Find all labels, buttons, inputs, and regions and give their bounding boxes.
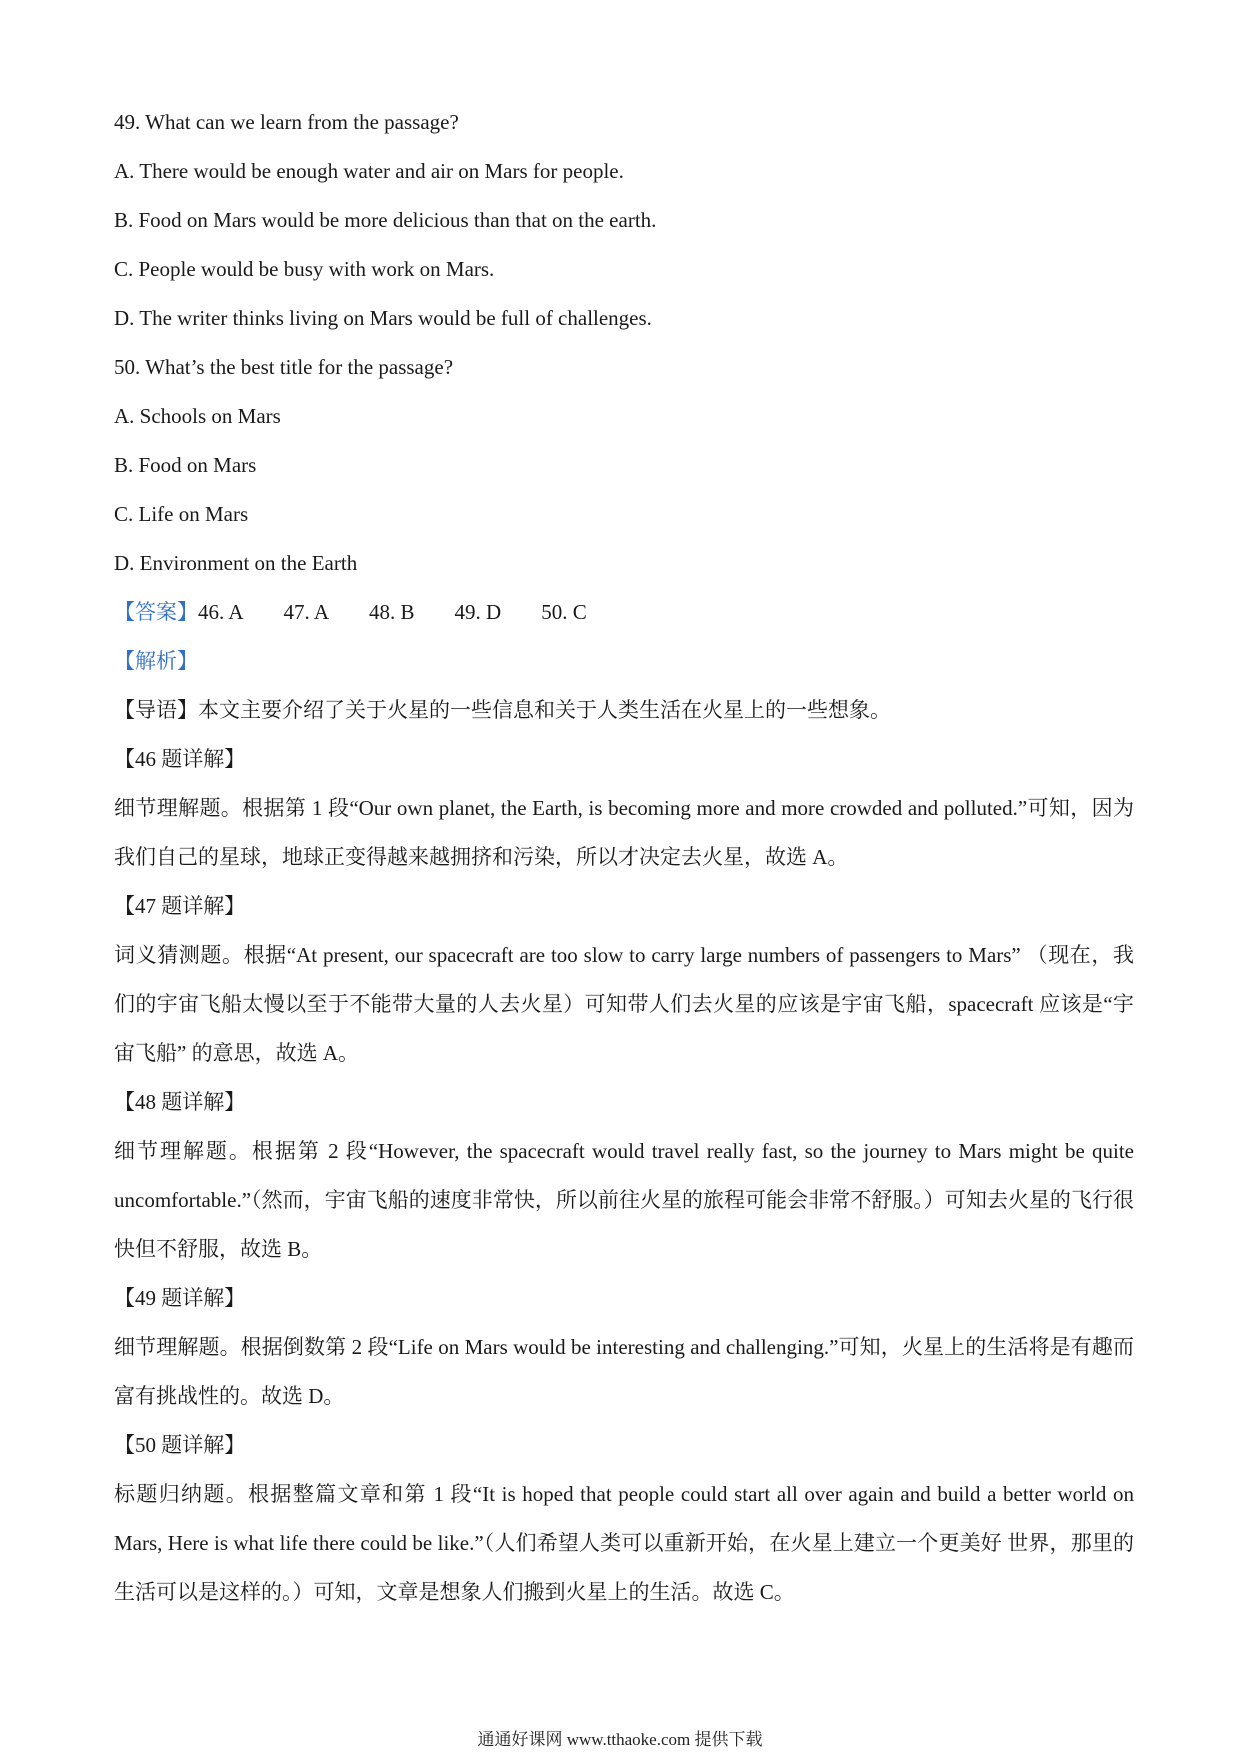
detail-49-text: 细节理解题。根据倒数第 2 段“Life on Mars would be interesting and challenging.”可知，火星上的生活将是有趣而富有挑战性的。故选 D。 — [114, 1335, 1134, 1408]
question-50-stem: 50. What’s the best title for the passage? — [114, 355, 454, 379]
question-50-option-a: A. Schools on Mars — [114, 404, 281, 428]
question-49-option-d: D. The writer thinks living on Mars would be full of challenges. — [114, 306, 652, 330]
detail-48-text: 细节理解题。根据第 2 段“However, the spacecraft would travel really fast, so the journey to Mars might be quite uncomfortable.”（然而，宇宙飞船的速度非常快，所以前往火星的旅程可能会非常不舒服。）可知去火星的飞行很快但不舒服，故选 B。 — [114, 1139, 1134, 1261]
question-49-option-b: B. Food on Mars would be more delicious than that on the earth. — [114, 208, 657, 232]
answer-item-47: 47. A — [283, 600, 330, 624]
answer-item-48: 48. B — [369, 600, 415, 624]
answer-label: 【答案】 — [114, 600, 198, 624]
question-49-stem: 49. What can we learn from the passage? — [114, 110, 459, 134]
page-footer: 通通好课网 www.tthaoke.com 提供下载 — [477, 1730, 763, 1749]
detail-49-heading: 【49 题详解】 — [114, 1286, 246, 1310]
question-49-option-a: A. There would be enough water and air on Mars for people. — [114, 159, 624, 183]
detail-46-heading: 【46 题详解】 — [114, 747, 246, 771]
detail-50-text: 标题归纳题。根据整篇文章和第 1 段“It is hoped that people could start all over again and build a better world on Mars, Here is what life there could be like.”（人们希望人类可以重新开始，在火星上建立一个更美好 世界，那里的生活可以是这样的。）可知，文章是想象人们搬到火星上的生活。故选 C。 — [114, 1482, 1134, 1604]
detail-46-text: 细节理解题。根据第 1 段“Our own planet, the Earth, is becoming more and more crowded and polluted.”可知，因为我们自己的星球，地球正变得越来越拥挤和污染，所以才决定去火星，故选 A。 — [114, 796, 1134, 869]
document-page — [114, 98, 1134, 1617]
question-50-option-c: C. Life on Mars — [114, 502, 249, 526]
question-49-option-c: C. People would be busy with work on Mars. — [114, 257, 495, 281]
detail-48-heading: 【48 题详解】 — [114, 1090, 246, 1114]
detail-47-heading: 【47 题详解】 — [114, 894, 246, 918]
guide-text: 【导语】本文主要介绍了关于火星的一些信息和关于人类生活在火星上的一些想象。 — [114, 698, 891, 722]
question-50-option-b: B. Food on Mars — [114, 453, 257, 477]
detail-50-heading: 【50 题详解】 — [114, 1433, 246, 1457]
answer-item-49: 49. D — [454, 600, 502, 624]
question-50-option-d: D. Environment on the Earth — [114, 551, 358, 575]
answer-item-50: 50. C — [541, 600, 587, 624]
analysis-label: 【解析】 — [114, 649, 198, 673]
answer-item-46: 46. A — [198, 600, 244, 624]
answer-line — [114, 588, 1134, 637]
detail-47-text: 词义猜测题。根据“At present, our spacecraft are too slow to carry large numbers of passengers to Mars” （现在，我们的宇宙飞船太慢以至于不能带大量的人去火星）可知带人们去火星的应该是宇宙飞船，spacecraft 应该是“宇宙飞船” 的意思，故选 A。 — [114, 943, 1134, 1065]
